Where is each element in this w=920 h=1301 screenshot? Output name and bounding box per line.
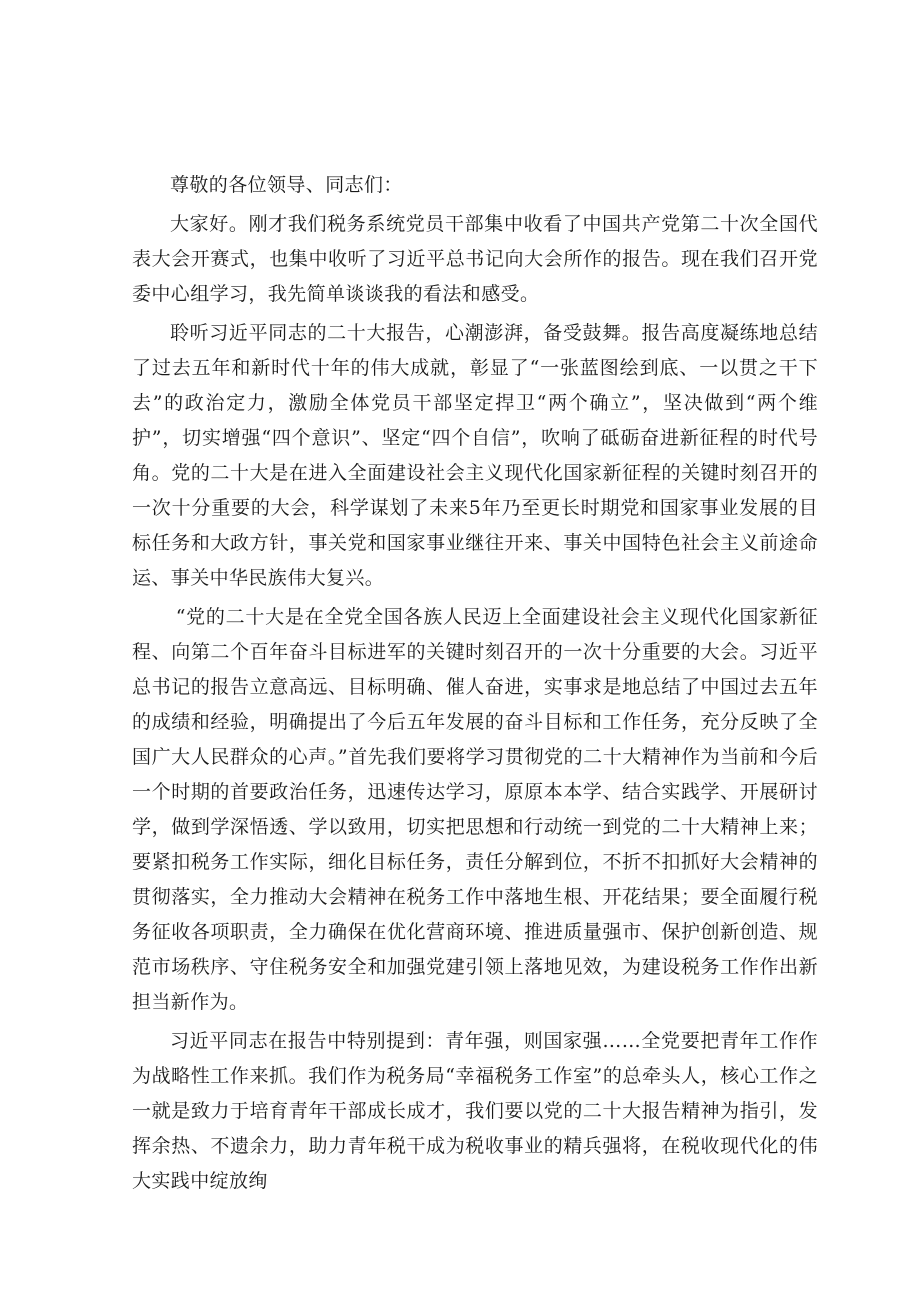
- document-body: [132, 168, 818, 1199]
- paragraph-greeting: 大家好。刚才我们税务系统党员干部集中收看了中国共产党第二十次全国代表大会开赛式，也集中收听了习近平总书记向大会所作的报告。现在我们召开党委中心组学习，我先简单谈谈我的看法和感受。: [132, 213, 818, 305]
- salutation: 尊敬的各位领导、同志们：: [170, 174, 403, 196]
- paragraph-youth-work: 习近平同志在报告中特别提到：青年强，则国家强……全党要把青年工作作为战略性工作来抓。我们作为税务局“幸福税务工作室”的总牵头人，核心工作之一就是致力于培育青年干部成长成才，我们要以党的二十大报告精神为指引，发挥余热、不遗余力，助力青年税干成为税收事业的精兵强将，在税收现代化的伟大实践中绽放绚: [132, 1030, 818, 1192]
- paragraph-report-impression: 聆听习近平同志的二十大报告，心潮澎湃，备受鼓舞。报告高度凝练地总结了过去五年和新时代十年的伟大成就，彰显了“一张蓝图绘到底、一以贯之干下去”的政治定力，激励全体党员干部坚定捍卫“两个确立”，坚决做到“两个维护”，切实增强“四个意识”、坚定“四个自信”，吹响了砥砺奋进新征程的时代号角。党的二十大是在进入全面建设社会主义现代化国家新征程的关键时刻召开的一次十分重要的大会，科学谋划了未来5年乃至更长时期党和国家事业发展的目标任务和大政方针，事关党和国家事业继往开来、事关中国特色社会主义前途命运、事关中华民族伟大复兴。: [132, 322, 818, 589]
- paragraph-quote-and-tasks: “党的二十大是在全党全国各族人民迈上全面建设社会主义现代化国家新征程、向第二个百年奋斗目标进军的关键时刻召开的一次十分重要的大会。习近平总书记的报告立意高远、目标明确、催人奋进，实事求是地总结了中国过去五年的成绩和经验，明确提出了今后五年发展的奋斗目标和工作任务，充分反映了全国广大人民群众的心声。”首先我们要将学习贯彻党的二十大精神作为当前和今后一个时期的首要政治任务，迅速传达学习，原原本本学、结合实践学、开展研讨学，做到学深悟透、学以致用，切实把思想和行动统一到党的二十大精神上来；要紧扣税务工作实际，细化目标任务，责任分解到位，不折不扣抓好大会精神的贯彻落实，全力推动大会精神在税务工作中落地生根、开花结果；要全面履行税务征收各项职责，全力确保在优化营商环境、推进质量强市、保护创新创造、规范市场秩序、守住税务安全和加强党建引领上落地见效，为建设税务工作作出新担当新作为。: [132, 606, 818, 1013]
